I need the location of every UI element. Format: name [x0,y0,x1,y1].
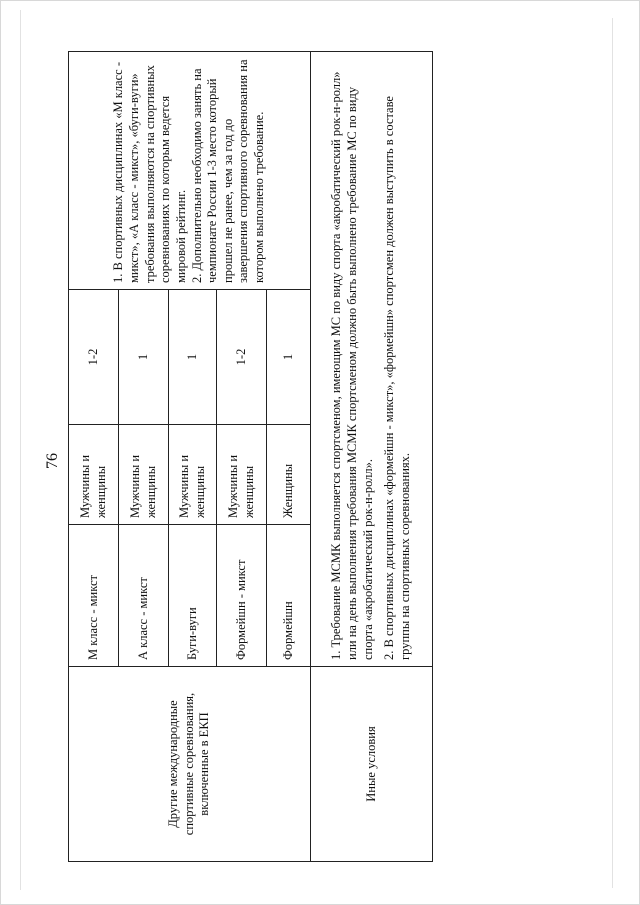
places-cell: 1 [119,290,169,425]
table-row [69,52,119,862]
gender-cell: Мужчины и женщины [169,425,217,525]
gender-cell: Мужчины и женщины [69,425,119,525]
requirements-cell [69,52,311,290]
discipline-cell: Формейшн [267,525,311,667]
sport-category-requirements-table [68,51,433,862]
discipline-cell: А класс - микст [119,525,169,667]
discipline-cell: Буги-вуги [169,525,217,667]
competition-cell: Другие международные спортивные соревнования, включенные в ЕКП [69,667,311,862]
requirement-text: 1. В спортивных дисциплинах «М класс - микст», «А класс - микст», «буги-вуги» требования выполняются на спортивных соревнованиях по которым ведется мировой рейтинг. [111,62,188,283]
page-number: 76 [44,453,61,469]
discipline-cell: Формейшн - микст [217,525,267,667]
discipline-cell: М класс - микст [69,525,119,667]
table-row [311,52,433,862]
requirement-text: 2. Дополнительно необходимо занять на чемпионате России 1-3 место который прошел не ранее, чем за год до завершения спортивного соревнования на котором выполнено требование. [189,59,266,283]
rotated-document-sheet [44,52,432,862]
places-cell: 1 [169,290,217,425]
gender-cell: Мужчины и женщины [119,425,169,525]
places-cell: 1-2 [217,290,267,425]
gender-cell: Женщины [267,425,311,525]
places-cell: 1 [267,290,311,425]
condition-item: 1. Требование МСМК выполняется спортсменом, имеющим МС по виду спорта «акробатический рок-н-ролл» или на день выполнения требования МСМК спортсменом должно быть выполнено требование МС по виду спорта «акробатический рок-н-ролл». [329,71,375,660]
other-conditions-text [311,52,433,667]
places-cell: 1-2 [69,290,119,425]
scan-artifact-line [612,18,613,888]
gender-cell: Мужчины и женщины [217,425,267,525]
scan-artifact-line [20,10,21,890]
condition-item: 2. В спортивных дисциплинах «формейшн - микст», «формейшн» спортсмен должен выступить в составе группы на спортивных соревнованиях. [382,96,412,660]
other-conditions-label: Иные условия [311,667,433,862]
